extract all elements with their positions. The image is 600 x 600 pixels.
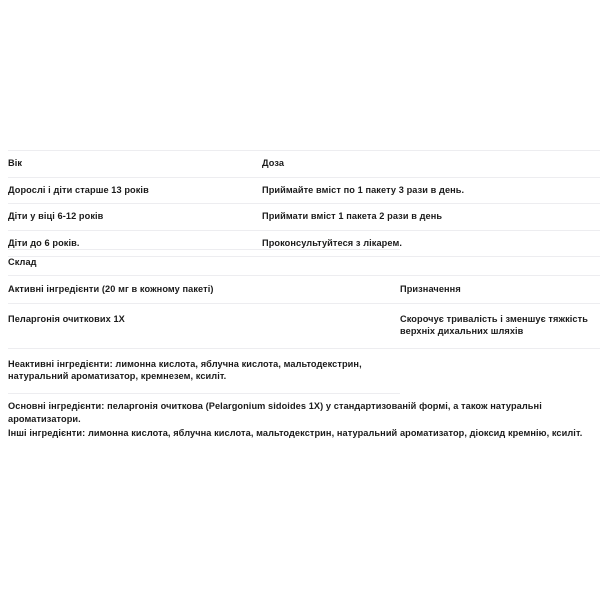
active-ingredient-value: Пеларгонія очиткових 1X: [8, 303, 400, 348]
table-row: [8, 204, 600, 231]
purpose-value: Скорочує тривалість і зменшує тяжкість верхніх дихальних шляхів: [400, 303, 600, 348]
inactive-ingredients-value: Неактивні інгредієнти: лимонна кислота, яблучна кислота, мальтодекстрин, натуральний ароматизатор, кремнезем, ксиліт.: [8, 348, 400, 393]
composition-header-row: [8, 276, 600, 303]
table-header-row: [8, 151, 600, 178]
composition-table: [8, 249, 600, 394]
dose-under-6: Проконсультуйтеся з лікарем.: [262, 230, 600, 257]
composition-block: [0, 249, 600, 394]
ingredients-note-main: Основні інгредієнти: пеларгонія очиткова (Pelargonium sidoides 1X) у стандартизованій формі, а також натуральні ароматизатори.: [8, 401, 542, 425]
spacer-cell: [400, 348, 600, 393]
age-group-adults: Дорослі і діти старше 13 років: [8, 177, 262, 204]
section-title-composition: Склад: [8, 250, 400, 276]
inactive-ingredients-row: [8, 348, 600, 393]
column-header-active-ingredients: Активні інгредієнти (20 мг в кожному пакеті): [8, 276, 400, 303]
age-group-children-6-12: Діти у віці 6-12 років: [8, 204, 262, 231]
column-header-age: Вік: [8, 151, 262, 178]
composition-section-title-row: [8, 250, 600, 276]
table-row: [8, 177, 600, 204]
dose-children-6-12: Приймати вміст 1 пакета 2 рази в день: [262, 204, 600, 231]
column-header-dose: Доза: [262, 151, 600, 178]
spacer-cell: [400, 250, 600, 276]
ingredients-note: [8, 400, 592, 440]
composition-data-row: [8, 303, 600, 348]
dose-adults: Приймайте вміст по 1 пакету 3 рази в день.: [262, 177, 600, 204]
dosage-instructions-table: [8, 150, 600, 257]
ingredients-note-other: Інші інгредієнти: лимонна кислота, яблучна кислота, мальтодекстрин, натуральний ароматизатор, діоксид кремнію, ксиліт.: [8, 427, 583, 438]
column-header-purpose: Призначення: [400, 276, 600, 303]
age-group-under-6: Діти до 6 років.: [8, 230, 262, 257]
